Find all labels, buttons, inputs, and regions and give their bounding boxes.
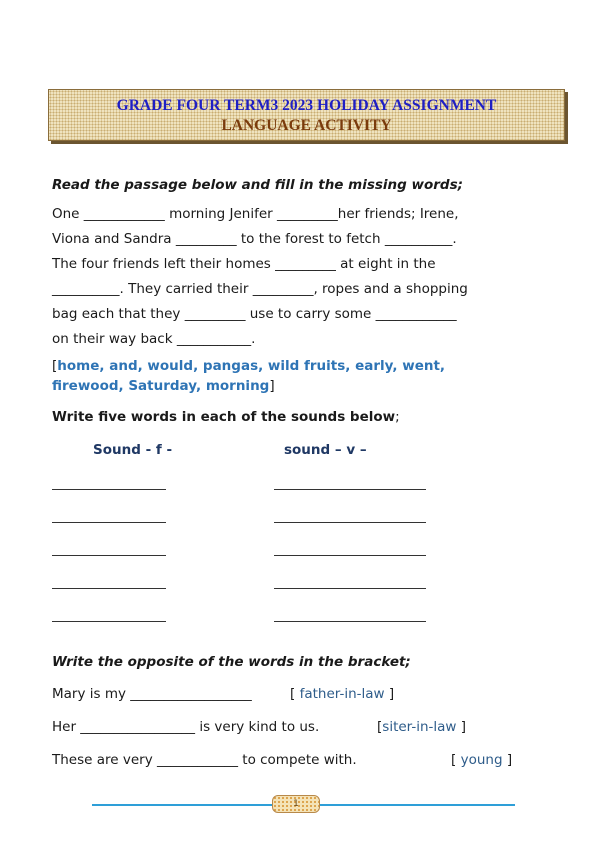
opposites-instruction: Write the opposite of the words in the bracket; xyxy=(52,654,411,670)
bracket-open: [ xyxy=(290,686,296,702)
opposite-word-3: young xyxy=(460,752,503,768)
footer-rule-left xyxy=(92,804,272,806)
sound-f-heading: Sound - f - xyxy=(93,442,173,458)
sound-v-answer-line-3[interactable] xyxy=(274,555,426,556)
opposite-question-3: These are very ____________ to compete with. xyxy=(52,752,357,768)
word-bank-words-2: firewood, Saturday, morning xyxy=(52,378,270,394)
sound-v-answer-line-5[interactable] xyxy=(274,621,426,622)
sounds-instruction xyxy=(52,409,400,425)
word-bank-line-2 xyxy=(52,378,275,394)
word-bank-open-bracket: [ xyxy=(52,358,58,374)
passage-line-3: The four friends left their homes _________ at eight in the xyxy=(52,256,436,272)
opposite-question-1: Mary is my __________________ xyxy=(52,686,252,702)
sound-v-answer-line-1[interactable] xyxy=(274,489,426,490)
page-number: 1 xyxy=(293,799,299,809)
opposite-word-2: siter-in-law xyxy=(382,719,457,735)
sound-f-answer-line-5[interactable] xyxy=(52,621,166,622)
bracket-close: ] xyxy=(388,686,395,702)
passage-line-2: Viona and Sandra _________ to the forest to fetch __________. xyxy=(52,231,457,247)
passage-line-5: bag each that they _________ use to carry some ____________ xyxy=(52,306,457,322)
passage-line-1: One ____________ morning Jenifer _________her friends; Irene, xyxy=(52,206,459,222)
opposite-question-2: Her _________________ is very kind to us. xyxy=(52,719,320,735)
word-bank-words-1: home, and, would, pangas, wild fruits, early, went, xyxy=(57,358,446,374)
passage-instruction: Read the passage below and fill in the missing words; xyxy=(52,177,464,193)
opposite-bracket-2 xyxy=(377,719,466,735)
page-number-badge xyxy=(272,795,320,813)
passage-line-4: __________. They carried their _________, ropes and a shopping xyxy=(52,281,468,297)
bracket-open: [ xyxy=(377,719,383,735)
passage-line-6: on their way back ___________. xyxy=(52,331,256,347)
opposite-bracket-1 xyxy=(290,686,394,702)
sound-f-answer-line-3[interactable] xyxy=(52,555,166,556)
bracket-close: ] xyxy=(506,752,513,768)
opposite-bracket-3 xyxy=(451,752,512,768)
sound-f-answer-line-1[interactable] xyxy=(52,489,166,490)
footer-rule-right xyxy=(320,804,515,806)
assignment-title: GRADE FOUR TERM3 2023 HOLIDAY ASSIGNMENT xyxy=(116,97,497,114)
bracket-close: ] xyxy=(460,719,467,735)
word-bank-line-1 xyxy=(52,358,445,374)
word-bank-close-bracket: ] xyxy=(269,378,275,394)
sound-f-answer-line-4[interactable] xyxy=(52,588,166,589)
sounds-instruction-end: ; xyxy=(395,409,400,425)
bracket-open: [ xyxy=(451,752,457,768)
sound-v-heading: sound – v – xyxy=(284,442,367,458)
subject-title: LANGUAGE ACTIVITY xyxy=(221,117,392,134)
opposite-word-1: father-in-law xyxy=(299,686,385,702)
sound-v-answer-line-2[interactable] xyxy=(274,522,426,523)
sound-v-answer-line-4[interactable] xyxy=(274,588,426,589)
title-banner xyxy=(48,89,565,141)
sounds-instruction-text: Write five words in each of the sounds below xyxy=(52,409,396,425)
sound-f-answer-line-2[interactable] xyxy=(52,522,166,523)
